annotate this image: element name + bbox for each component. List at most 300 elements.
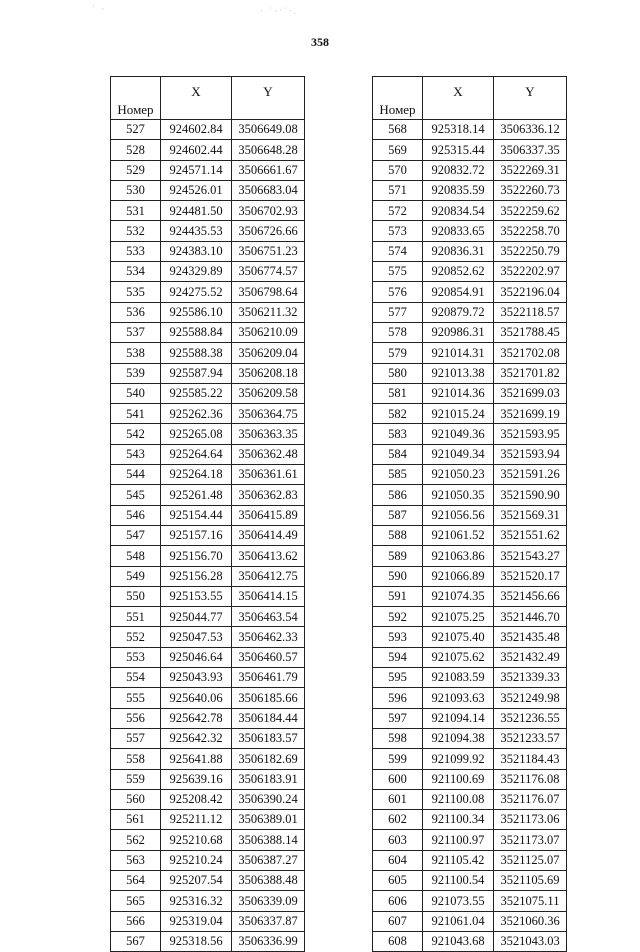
x-coordinate-cell: 921083.59 xyxy=(423,668,494,688)
x-coordinate-cell: 925588.84 xyxy=(161,322,232,342)
table-row xyxy=(373,830,567,850)
y-coordinate-cell: 3506339.09 xyxy=(232,891,305,911)
x-coordinate-cell: 921049.34 xyxy=(423,444,494,464)
point-number-cell: 571 xyxy=(373,180,423,200)
x-coordinate-cell: 921105.42 xyxy=(423,850,494,870)
y-coordinate-cell: 3522250.79 xyxy=(494,241,567,261)
x-coordinate-cell: 925157.16 xyxy=(161,525,232,545)
point-number-cell: 585 xyxy=(373,465,423,485)
x-coordinate-cell: 921014.31 xyxy=(423,343,494,363)
table-row xyxy=(111,140,305,160)
point-number-cell: 527 xyxy=(111,120,161,140)
y-coordinate-cell: 3521551.62 xyxy=(494,525,567,545)
point-number-cell: 608 xyxy=(373,931,423,951)
point-number-cell: 600 xyxy=(373,769,423,789)
point-number-cell: 576 xyxy=(373,282,423,302)
table-row xyxy=(111,870,305,890)
point-number-cell: 551 xyxy=(111,607,161,627)
y-coordinate-cell: 3521593.95 xyxy=(494,424,567,444)
x-coordinate-cell: 925262.36 xyxy=(161,404,232,424)
point-number-cell: 580 xyxy=(373,363,423,383)
table-row xyxy=(111,708,305,728)
point-number-cell: 597 xyxy=(373,708,423,728)
table-row xyxy=(111,769,305,789)
x-coordinate-cell: 925315.44 xyxy=(423,140,494,160)
table-header-row xyxy=(373,77,567,120)
x-coordinate-cell: 921061.04 xyxy=(423,911,494,931)
point-number-cell: 579 xyxy=(373,343,423,363)
table-row xyxy=(373,444,567,464)
point-number-cell: 557 xyxy=(111,728,161,748)
point-number-cell: 596 xyxy=(373,688,423,708)
point-number-cell: 595 xyxy=(373,668,423,688)
x-coordinate-cell: 924602.44 xyxy=(161,140,232,160)
point-number-cell: 552 xyxy=(111,627,161,647)
y-coordinate-cell: 3521699.03 xyxy=(494,383,567,403)
table-row xyxy=(373,424,567,444)
table-header-row xyxy=(111,77,305,120)
point-number-cell: 591 xyxy=(373,586,423,606)
point-number-cell: 534 xyxy=(111,262,161,282)
x-coordinate-cell: 925264.64 xyxy=(161,444,232,464)
y-coordinate-cell: 3506649.08 xyxy=(232,120,305,140)
point-number-cell: 594 xyxy=(373,647,423,667)
coordinates-table-left xyxy=(110,76,305,952)
table-row xyxy=(373,627,567,647)
y-coordinate-cell: 3521125.07 xyxy=(494,850,567,870)
table-row xyxy=(111,891,305,911)
y-coordinate-cell: 3522258.70 xyxy=(494,221,567,241)
table-row xyxy=(111,789,305,809)
point-number-cell: 607 xyxy=(373,911,423,931)
point-number-cell: 559 xyxy=(111,769,161,789)
y-coordinate-cell: 3521236.55 xyxy=(494,708,567,728)
table-row xyxy=(373,546,567,566)
x-coordinate-cell: 925210.68 xyxy=(161,830,232,850)
scan-speck: · ˙·ˑ˙·. xyxy=(260,6,298,16)
x-coordinate-cell: 920854.91 xyxy=(423,282,494,302)
x-coordinate-cell: 921093.63 xyxy=(423,688,494,708)
point-number-cell: 561 xyxy=(111,810,161,830)
x-coordinate-cell: 925047.53 xyxy=(161,627,232,647)
x-coordinate-cell: 925265.08 xyxy=(161,424,232,444)
x-coordinate-cell: 921074.35 xyxy=(423,586,494,606)
table-row xyxy=(111,221,305,241)
x-coordinate-cell: 921056.56 xyxy=(423,505,494,525)
y-coordinate-cell: 3506211.32 xyxy=(232,302,305,322)
table-row xyxy=(373,343,567,363)
x-coordinate-cell: 921099.92 xyxy=(423,749,494,769)
x-coordinate-cell: 921014.36 xyxy=(423,383,494,403)
point-number-cell: 583 xyxy=(373,424,423,444)
point-number-cell: 573 xyxy=(373,221,423,241)
table-row xyxy=(111,383,305,403)
y-coordinate-cell: 3521543.27 xyxy=(494,546,567,566)
x-coordinate-cell: 925318.14 xyxy=(423,120,494,140)
y-coordinate-cell: 3522269.31 xyxy=(494,160,567,180)
point-number-cell: 565 xyxy=(111,891,161,911)
point-number-cell: 604 xyxy=(373,850,423,870)
point-number-cell: 599 xyxy=(373,749,423,769)
table-row xyxy=(373,485,567,505)
table-row xyxy=(373,850,567,870)
y-coordinate-cell: 3506362.83 xyxy=(232,485,305,505)
y-coordinate-cell: 3521233.57 xyxy=(494,728,567,748)
table-row xyxy=(111,465,305,485)
table-row xyxy=(111,404,305,424)
table-row xyxy=(111,201,305,221)
point-number-cell: 538 xyxy=(111,343,161,363)
table-row xyxy=(111,363,305,383)
y-coordinate-cell: 3506361.61 xyxy=(232,465,305,485)
table-row xyxy=(111,586,305,606)
y-coordinate-cell: 3521446.70 xyxy=(494,607,567,627)
y-coordinate-cell: 3521591.26 xyxy=(494,465,567,485)
y-coordinate-cell: 3521432.49 xyxy=(494,647,567,667)
y-coordinate-cell: 3521249.98 xyxy=(494,688,567,708)
table-row xyxy=(111,343,305,363)
x-coordinate-cell: 925207.54 xyxy=(161,870,232,890)
y-coordinate-cell: 3506336.99 xyxy=(232,931,305,951)
y-coordinate-cell: 3521173.06 xyxy=(494,810,567,830)
y-coordinate-cell: 3521520.17 xyxy=(494,566,567,586)
y-coordinate-cell: 3506414.49 xyxy=(232,525,305,545)
x-coordinate-cell: 925319.04 xyxy=(161,911,232,931)
y-coordinate-cell: 3506462.33 xyxy=(232,627,305,647)
x-coordinate-cell: 921100.34 xyxy=(423,810,494,830)
x-coordinate-cell: 921100.08 xyxy=(423,789,494,809)
x-coordinate-cell: 924481.50 xyxy=(161,201,232,221)
x-coordinate-cell: 925043.93 xyxy=(161,668,232,688)
point-number-cell: 543 xyxy=(111,444,161,464)
point-number-cell: 539 xyxy=(111,363,161,383)
x-coordinate-cell: 925211.12 xyxy=(161,810,232,830)
y-coordinate-cell: 3506683.04 xyxy=(232,180,305,200)
table-row xyxy=(111,810,305,830)
point-number-cell: 532 xyxy=(111,221,161,241)
x-coordinate-cell: 921094.14 xyxy=(423,708,494,728)
point-number-cell: 555 xyxy=(111,688,161,708)
table-row xyxy=(373,363,567,383)
point-number-cell: 556 xyxy=(111,708,161,728)
table-row xyxy=(373,404,567,424)
table-row xyxy=(111,262,305,282)
x-coordinate-cell: 925261.48 xyxy=(161,485,232,505)
column-header-number: Номер xyxy=(373,77,423,120)
point-number-cell: 577 xyxy=(373,302,423,322)
table-row xyxy=(373,241,567,261)
table-row xyxy=(373,221,567,241)
x-coordinate-cell: 925642.32 xyxy=(161,728,232,748)
x-coordinate-cell: 925586.10 xyxy=(161,302,232,322)
y-coordinate-cell: 3506390.24 xyxy=(232,789,305,809)
table-row xyxy=(373,607,567,627)
y-coordinate-cell: 3506415.89 xyxy=(232,505,305,525)
table-row xyxy=(373,870,567,890)
x-coordinate-cell: 921100.97 xyxy=(423,830,494,850)
x-coordinate-cell: 925210.24 xyxy=(161,850,232,870)
point-number-cell: 572 xyxy=(373,201,423,221)
scan-speck: ˙ · xyxy=(92,4,107,14)
point-number-cell: 586 xyxy=(373,485,423,505)
table-row xyxy=(111,444,305,464)
point-number-cell: 537 xyxy=(111,322,161,342)
y-coordinate-cell: 3506336.12 xyxy=(494,120,567,140)
table-row xyxy=(111,546,305,566)
x-coordinate-cell: 921049.36 xyxy=(423,424,494,444)
x-coordinate-cell: 921015.24 xyxy=(423,404,494,424)
y-coordinate-cell: 3521569.31 xyxy=(494,505,567,525)
page-number: 358 xyxy=(311,35,329,49)
table-row xyxy=(373,201,567,221)
y-coordinate-cell: 3522118.57 xyxy=(494,302,567,322)
y-coordinate-cell: 3521701.82 xyxy=(494,363,567,383)
y-coordinate-cell: 3521173.07 xyxy=(494,830,567,850)
table-row xyxy=(111,485,305,505)
x-coordinate-cell: 920832.72 xyxy=(423,160,494,180)
y-coordinate-cell: 3506337.35 xyxy=(494,140,567,160)
x-coordinate-cell: 925641.88 xyxy=(161,749,232,769)
y-coordinate-cell: 3506183.57 xyxy=(232,728,305,748)
x-coordinate-cell: 925156.70 xyxy=(161,546,232,566)
point-number-cell: 564 xyxy=(111,870,161,890)
point-number-cell: 592 xyxy=(373,607,423,627)
x-coordinate-cell: 920834.54 xyxy=(423,201,494,221)
x-coordinate-cell: 921061.52 xyxy=(423,525,494,545)
x-coordinate-cell: 925318.56 xyxy=(161,931,232,951)
x-coordinate-cell: 921075.62 xyxy=(423,647,494,667)
x-coordinate-cell: 925208.42 xyxy=(161,789,232,809)
x-coordinate-cell: 921075.40 xyxy=(423,627,494,647)
x-coordinate-cell: 924329.89 xyxy=(161,262,232,282)
y-coordinate-cell: 3506726.66 xyxy=(232,221,305,241)
x-coordinate-cell: 920986.31 xyxy=(423,322,494,342)
point-number-cell: 535 xyxy=(111,282,161,302)
table-row xyxy=(111,728,305,748)
table-row xyxy=(111,180,305,200)
table-row xyxy=(111,688,305,708)
y-coordinate-cell: 3521339.33 xyxy=(494,668,567,688)
table-row xyxy=(111,566,305,586)
table-row xyxy=(373,708,567,728)
point-number-cell: 574 xyxy=(373,241,423,261)
table-row xyxy=(373,911,567,931)
point-number-cell: 549 xyxy=(111,566,161,586)
y-coordinate-cell: 3506774.57 xyxy=(232,262,305,282)
point-number-cell: 540 xyxy=(111,383,161,403)
y-coordinate-cell: 3506362.48 xyxy=(232,444,305,464)
column-header-x: X xyxy=(423,77,494,120)
table-row xyxy=(373,322,567,342)
y-coordinate-cell: 3506751.23 xyxy=(232,241,305,261)
point-number-cell: 584 xyxy=(373,444,423,464)
point-number-cell: 530 xyxy=(111,180,161,200)
point-number-cell: 528 xyxy=(111,140,161,160)
x-coordinate-cell: 924435.53 xyxy=(161,221,232,241)
y-coordinate-cell: 3522202.97 xyxy=(494,262,567,282)
point-number-cell: 529 xyxy=(111,160,161,180)
y-coordinate-cell: 3506798.64 xyxy=(232,282,305,302)
x-coordinate-cell: 921073.55 xyxy=(423,891,494,911)
table-row xyxy=(373,566,567,586)
x-coordinate-cell: 924571.14 xyxy=(161,160,232,180)
point-number-cell: 581 xyxy=(373,383,423,403)
table-row xyxy=(373,769,567,789)
x-coordinate-cell: 920833.65 xyxy=(423,221,494,241)
x-coordinate-cell: 925639.16 xyxy=(161,769,232,789)
y-coordinate-cell: 3506702.93 xyxy=(232,201,305,221)
x-coordinate-cell: 925044.77 xyxy=(161,607,232,627)
table-row xyxy=(111,424,305,444)
table-row xyxy=(111,282,305,302)
table-row xyxy=(373,668,567,688)
point-number-cell: 558 xyxy=(111,749,161,769)
y-coordinate-cell: 3521456.66 xyxy=(494,586,567,606)
coordinates-table-right xyxy=(372,76,567,952)
x-coordinate-cell: 921066.89 xyxy=(423,566,494,586)
x-coordinate-cell: 921094.38 xyxy=(423,728,494,748)
point-number-cell: 531 xyxy=(111,201,161,221)
table-row xyxy=(373,931,567,951)
x-coordinate-cell: 924602.84 xyxy=(161,120,232,140)
point-number-cell: 589 xyxy=(373,546,423,566)
x-coordinate-cell: 921100.69 xyxy=(423,769,494,789)
y-coordinate-cell: 3522196.04 xyxy=(494,282,567,302)
column-header-number: Номер xyxy=(111,77,161,120)
table-row xyxy=(111,525,305,545)
y-coordinate-cell: 3506648.28 xyxy=(232,140,305,160)
x-coordinate-cell: 921050.23 xyxy=(423,465,494,485)
y-coordinate-cell: 3506463.54 xyxy=(232,607,305,627)
y-coordinate-cell: 3521176.07 xyxy=(494,789,567,809)
table-row xyxy=(373,180,567,200)
table-row xyxy=(111,911,305,931)
table-row xyxy=(111,627,305,647)
y-coordinate-cell: 3506460.57 xyxy=(232,647,305,667)
column-header-y: Y xyxy=(494,77,567,120)
y-coordinate-cell: 3521060.36 xyxy=(494,911,567,931)
y-coordinate-cell: 3521043.03 xyxy=(494,931,567,951)
y-coordinate-cell: 3521699.19 xyxy=(494,404,567,424)
y-coordinate-cell: 3506388.48 xyxy=(232,870,305,890)
point-number-cell: 544 xyxy=(111,465,161,485)
y-coordinate-cell: 3522260.73 xyxy=(494,180,567,200)
table-row xyxy=(111,647,305,667)
table-row xyxy=(111,931,305,951)
y-coordinate-cell: 3521593.94 xyxy=(494,444,567,464)
y-coordinate-cell: 3522259.62 xyxy=(494,201,567,221)
y-coordinate-cell: 3506337.87 xyxy=(232,911,305,931)
x-coordinate-cell: 920852.62 xyxy=(423,262,494,282)
table-row xyxy=(373,789,567,809)
table-row xyxy=(111,241,305,261)
y-coordinate-cell: 3506208.18 xyxy=(232,363,305,383)
point-number-cell: 590 xyxy=(373,566,423,586)
point-number-cell: 553 xyxy=(111,647,161,667)
point-number-cell: 605 xyxy=(373,870,423,890)
y-coordinate-cell: 3506461.79 xyxy=(232,668,305,688)
x-coordinate-cell: 925154.44 xyxy=(161,505,232,525)
point-number-cell: 566 xyxy=(111,911,161,931)
point-number-cell: 582 xyxy=(373,404,423,424)
y-coordinate-cell: 3506185.66 xyxy=(232,688,305,708)
y-coordinate-cell: 3506388.14 xyxy=(232,830,305,850)
point-number-cell: 578 xyxy=(373,322,423,342)
point-number-cell: 546 xyxy=(111,505,161,525)
y-coordinate-cell: 3506210.09 xyxy=(232,322,305,342)
point-number-cell: 606 xyxy=(373,891,423,911)
x-coordinate-cell: 925585.22 xyxy=(161,383,232,403)
point-number-cell: 560 xyxy=(111,789,161,809)
x-coordinate-cell: 925587.94 xyxy=(161,363,232,383)
x-coordinate-cell: 924275.52 xyxy=(161,282,232,302)
point-number-cell: 570 xyxy=(373,160,423,180)
point-number-cell: 563 xyxy=(111,850,161,870)
table-row xyxy=(373,525,567,545)
y-coordinate-cell: 3506387.27 xyxy=(232,850,305,870)
y-coordinate-cell: 3506183.91 xyxy=(232,769,305,789)
y-coordinate-cell: 3506364.75 xyxy=(232,404,305,424)
x-coordinate-cell: 925264.18 xyxy=(161,465,232,485)
y-coordinate-cell: 3521788.45 xyxy=(494,322,567,342)
table-row xyxy=(373,262,567,282)
point-number-cell: 541 xyxy=(111,404,161,424)
point-number-cell: 575 xyxy=(373,262,423,282)
y-coordinate-cell: 3506414.15 xyxy=(232,586,305,606)
table-row xyxy=(373,810,567,830)
point-number-cell: 536 xyxy=(111,302,161,322)
x-coordinate-cell: 925156.28 xyxy=(161,566,232,586)
x-coordinate-cell: 925046.64 xyxy=(161,647,232,667)
table-row xyxy=(111,607,305,627)
x-coordinate-cell: 921100.54 xyxy=(423,870,494,890)
point-number-cell: 602 xyxy=(373,810,423,830)
point-number-cell: 545 xyxy=(111,485,161,505)
point-number-cell: 548 xyxy=(111,546,161,566)
table-row xyxy=(373,688,567,708)
table-row xyxy=(373,140,567,160)
y-coordinate-cell: 3521435.48 xyxy=(494,627,567,647)
table-row xyxy=(373,728,567,748)
x-coordinate-cell: 925640.06 xyxy=(161,688,232,708)
point-number-cell: 587 xyxy=(373,505,423,525)
y-coordinate-cell: 3506363.35 xyxy=(232,424,305,444)
table-row xyxy=(373,383,567,403)
x-coordinate-cell: 920879.72 xyxy=(423,302,494,322)
point-number-cell: 601 xyxy=(373,789,423,809)
y-coordinate-cell: 3521105.69 xyxy=(494,870,567,890)
table-row xyxy=(373,647,567,667)
table-row xyxy=(111,160,305,180)
y-coordinate-cell: 3521184.43 xyxy=(494,749,567,769)
y-coordinate-cell: 3521702.08 xyxy=(494,343,567,363)
point-number-cell: 603 xyxy=(373,830,423,850)
y-coordinate-cell: 3506184.44 xyxy=(232,708,305,728)
column-header-x: X xyxy=(161,77,232,120)
point-number-cell: 550 xyxy=(111,586,161,606)
x-coordinate-cell: 921043.68 xyxy=(423,931,494,951)
x-coordinate-cell: 925642.78 xyxy=(161,708,232,728)
table-row xyxy=(111,120,305,140)
point-number-cell: 568 xyxy=(373,120,423,140)
x-coordinate-cell: 925316.32 xyxy=(161,891,232,911)
table-row xyxy=(111,749,305,769)
point-number-cell: 542 xyxy=(111,424,161,444)
y-coordinate-cell: 3506209.58 xyxy=(232,383,305,403)
point-number-cell: 593 xyxy=(373,627,423,647)
point-number-cell: 554 xyxy=(111,668,161,688)
column-header-y: Y xyxy=(232,77,305,120)
